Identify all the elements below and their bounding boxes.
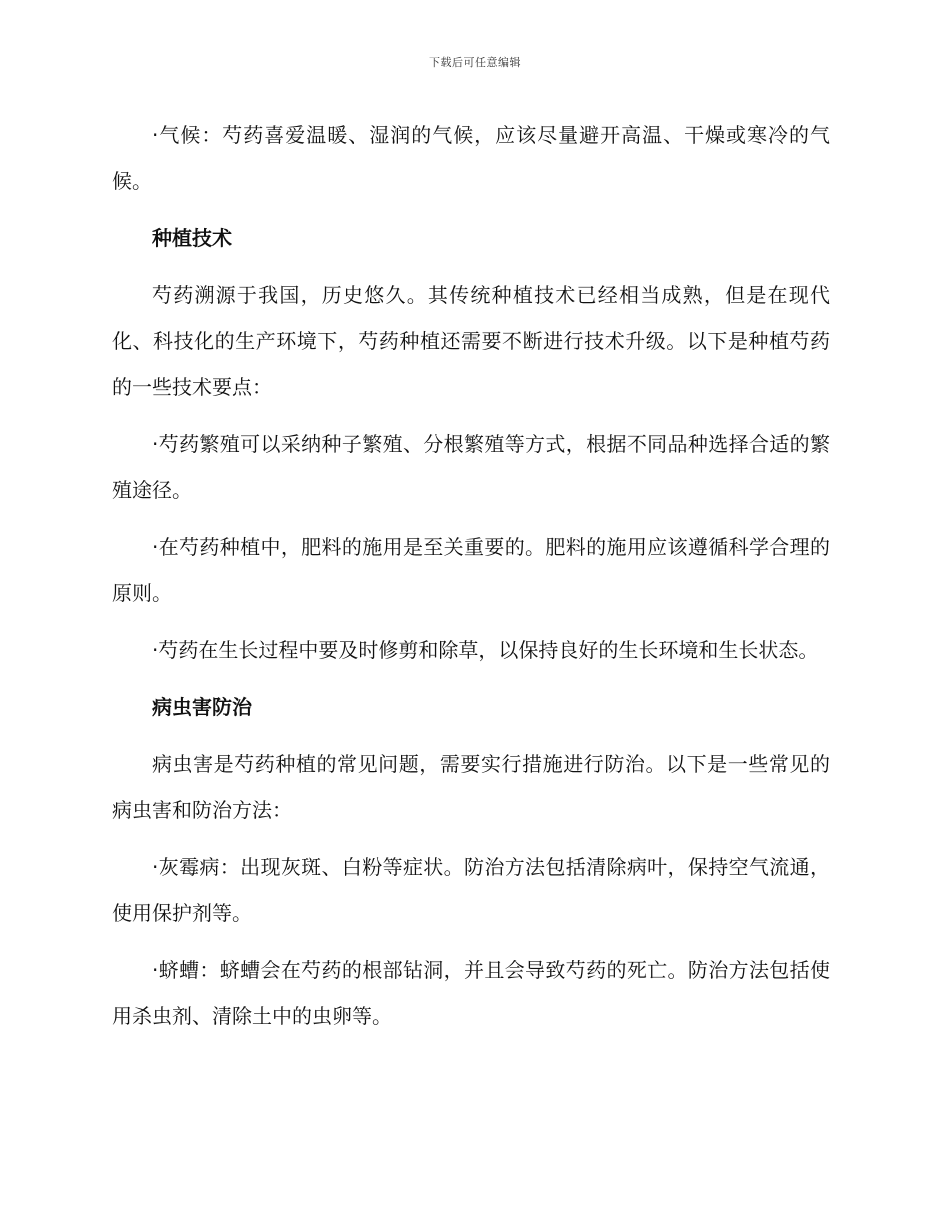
paragraph-grubs: ·蛴螬：蛴螬会在芍药的根部钻洞，并且会导致芍药的死亡。防治方法包括使用杀虫剂、清除土中的虫卵等。 (112, 958, 830, 1028)
document-body (112, 112, 830, 1050)
paragraph-pruning: ·芍药在生长过程中要及时修剪和除草，以保持良好的生长环境和生长状态。 (152, 638, 819, 662)
section-heading-pests: 病虫害防治 (152, 695, 252, 719)
paragraph-climate: ·气候：芍药喜爱温暖、湿润的气候，应该尽量避开高温、干燥或寒冷的气候。 (112, 123, 830, 193)
paragraph-fertilizer: ·在芍药种植中，肥料的施用是至关重要的。肥料的施用应该遵循科学合理的原则。 (112, 535, 830, 605)
paragraph-propagation: ·芍药繁殖可以采纳种子繁殖、分根繁殖等方式，根据不同品种选择合适的繁殖途径。 (112, 432, 830, 502)
paragraph-gray-mold: ·灰霉病：出现灰斑、白粉等症状。防治方法包括清除病叶，保持空气流通，使用保护剂等。 (112, 855, 830, 925)
section-heading-planting: 种植技术 (152, 226, 232, 250)
paragraph-planting-intro: 芍药溯源于我国，历史悠久。其传统种植技术已经相当成熟，但是在现代化、科技化的生产环境下，芍药种植还需要不断进行技术升级。以下是种植芍药的一些技术要点： (112, 283, 830, 399)
paragraph-pests-intro: 病虫害是芍药种植的常见问题，需要实行措施进行防治。以下是一些常见的病虫害和防治方法： (112, 752, 830, 822)
page-header: 下载后可任意编辑 (429, 56, 521, 69)
